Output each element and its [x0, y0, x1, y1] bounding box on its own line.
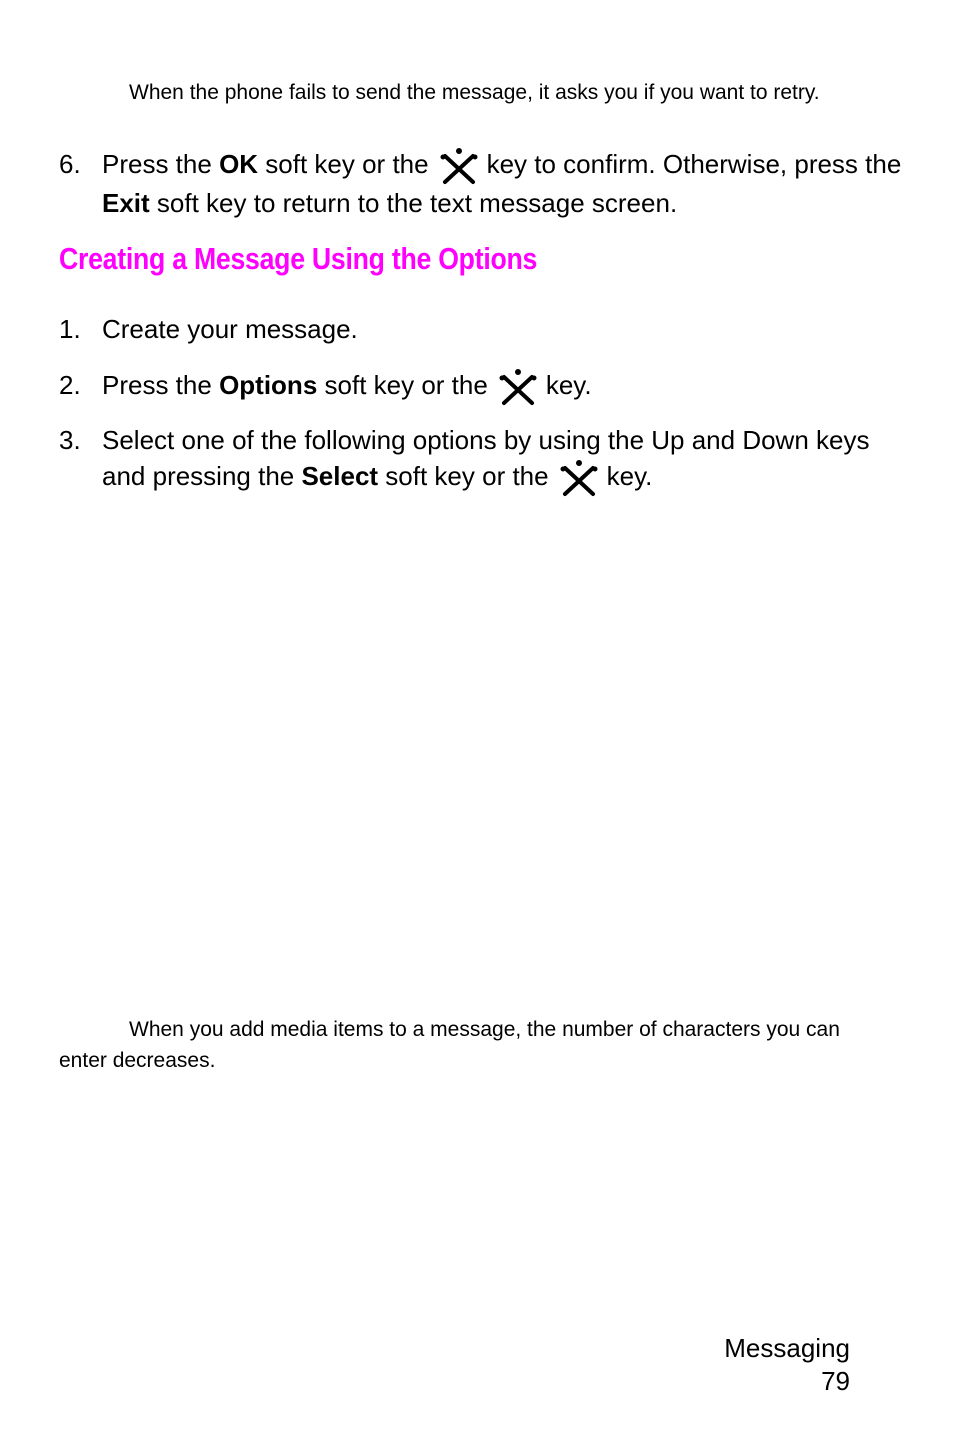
page-footer	[724, 1332, 850, 1398]
step-1	[59, 311, 909, 347]
step-2	[59, 367, 909, 406]
step-text-part: soft key to return to the text message screen.	[149, 188, 678, 218]
note-media-items: When you add media items to a message, the number of characters you can enter decreases.	[59, 1018, 840, 1072]
step-text-part: Select one of the following options by using the Up and Down keys and pressing the	[102, 425, 870, 491]
section-heading: Creating a Message Using the Options	[59, 241, 538, 276]
step-text	[102, 146, 909, 221]
step-text	[102, 422, 909, 497]
step-text-part: soft key or the	[317, 370, 488, 400]
ok-soft-key-label: OK	[219, 149, 259, 179]
options-soft-key-label: Options	[219, 370, 318, 400]
step-text-part: Press the	[102, 149, 220, 179]
step-text-part: key.	[606, 461, 653, 491]
step-text-part: soft key or the	[378, 461, 549, 491]
step-number: 6.	[59, 149, 81, 179]
center-ok-key-icon	[439, 147, 479, 185]
note-send-failure: When the phone fails to send the message, it asks you if you want to retry.	[129, 81, 820, 104]
center-ok-key-icon	[559, 459, 599, 497]
step-text: Create your message.	[102, 314, 358, 344]
step-text-part: Press the	[102, 370, 220, 400]
step-text-part: key to confirm. Otherwise, press the	[486, 149, 902, 179]
select-soft-key-label: Select	[301, 461, 379, 491]
step-number: 2.	[59, 370, 81, 400]
step-text	[102, 367, 909, 406]
step-number: 1.	[59, 314, 81, 344]
exit-soft-key-label: Exit	[102, 188, 150, 218]
page-number: 79	[821, 1366, 850, 1396]
footer-section-name: Messaging	[724, 1333, 850, 1363]
step-text-part: soft key or the	[258, 149, 429, 179]
step-3	[59, 422, 909, 497]
center-ok-key-icon	[498, 368, 538, 406]
step-number: 3.	[59, 425, 81, 455]
step-6	[59, 146, 909, 221]
step-text-part: key.	[545, 370, 592, 400]
